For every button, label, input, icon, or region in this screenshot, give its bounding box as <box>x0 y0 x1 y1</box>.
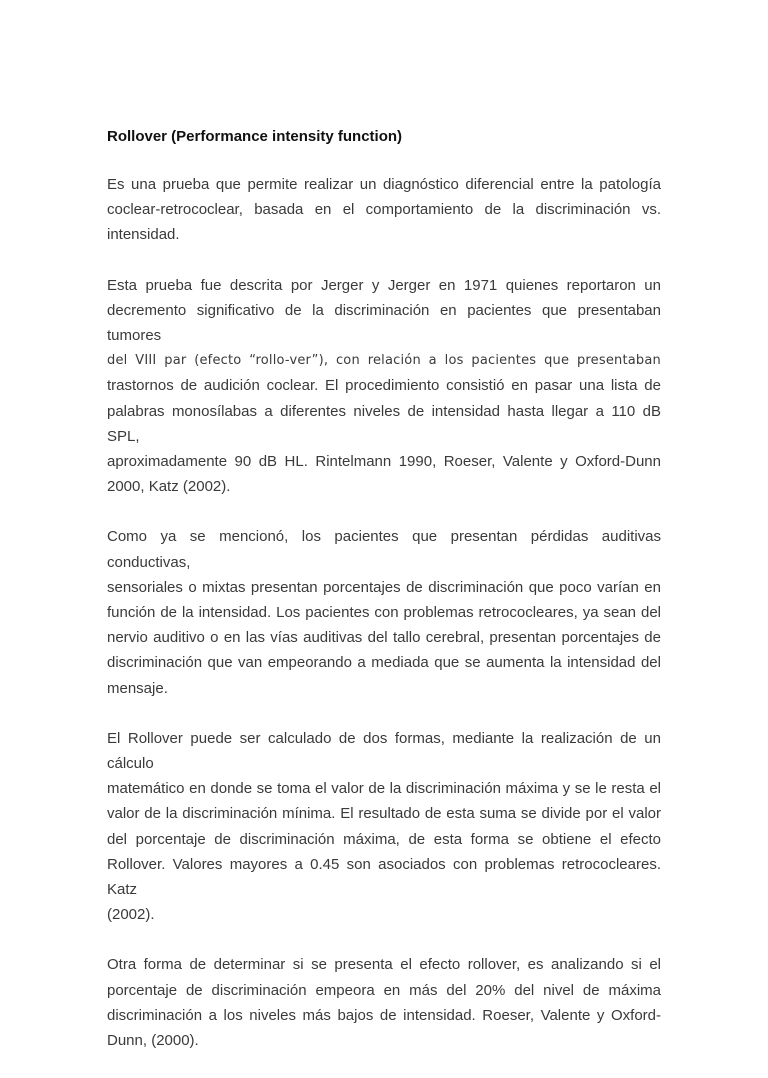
paragraph-line: palabras monosílabas a diferentes niveles de intensidad hasta llegar a 110 dB SPL, <box>107 402 661 445</box>
paragraph-line: del VIII par (efecto “rollo-ver”), con relación a los pacientes que presentaban <box>107 353 661 369</box>
paragraph-line: Dunn, (2000). <box>107 1032 199 1050</box>
paragraph-line: El Rollover puede ser calculado de dos formas, mediante la realización de un cálculo <box>107 729 661 773</box>
paragraph-line: (2002). <box>107 906 155 924</box>
paragraph-line: coclear-retrococlear, basada en el comportamiento de la discriminación vs. <box>107 201 661 219</box>
paragraph-calculation <box>107 726 661 928</box>
paragraph-alternative <box>107 952 661 1053</box>
paragraph-line: Esta prueba fue descrita por Jerger y Jerger en 1971 quienes reportaron un <box>107 276 661 294</box>
paragraph-line: discriminación a los niveles más bajos de intensidad. Roeser, Valente y Oxford- <box>107 1006 661 1024</box>
paragraph-line: matemático en donde se toma el valor de la discriminación máxima y se le resta el <box>107 780 661 798</box>
paragraph-line: trastornos de audición coclear. El procedimiento consistió en pasar una lista de <box>107 377 661 395</box>
paragraph-line: intensidad. <box>107 226 180 244</box>
paragraph-line: Es una prueba que permite realizar un diagnóstico diferencial entre la patología <box>107 176 661 193</box>
paragraph-definition <box>107 172 661 248</box>
paragraph-history <box>107 273 661 500</box>
paragraph-line: 2000, Katz (2002). <box>107 478 231 496</box>
document-page <box>107 126 661 1078</box>
paragraph-line: decremento significativo de la discriminación en pacientes que presentaban tumores <box>107 301 661 345</box>
paragraph-line: porcentaje de discriminación empeora en más del 20% del nivel de máxima <box>107 981 661 999</box>
paragraph-line: Como ya se mencionó, los pacientes que presentan pérdidas auditivas conductivas, <box>107 528 661 571</box>
paragraph-line: del porcentaje de discriminación máxima, de esta forma se obtiene el efecto <box>107 830 661 848</box>
document-title: Rollover (Performance intensity function) <box>107 128 403 145</box>
paragraph-line: sensoriales o mixtas presentan porcentajes de discriminación que poco varían en <box>107 578 661 596</box>
paragraph-line: valor de la discriminación mínima. El resultado de esta suma se divide por el valor <box>107 805 661 823</box>
paragraph-line: función de la intensidad. Los pacientes con problemas retrococleares, ya sean del <box>107 604 661 622</box>
paragraph-line: Otra forma de determinar si se presenta el efecto rollover, es analizando si el <box>107 956 661 974</box>
paragraph-line: discriminación que van empeorando a mediada que se aumenta la intensidad del <box>107 654 661 672</box>
paragraph-line: Rollover. Valores mayores a 0.45 son asociados con problemas retrococleares. Katz <box>107 855 661 899</box>
paragraph-patients <box>107 524 661 700</box>
paragraph-line: nervio auditivo o en las vías auditivas del tallo cerebral, presentan porcentajes de <box>107 629 661 647</box>
paragraph-line: aproximadamente 90 dB HL. Rintelmann 1990, Roeser, Valente y Oxford-Dunn <box>107 453 661 471</box>
paragraph-line: mensaje. <box>107 679 168 697</box>
